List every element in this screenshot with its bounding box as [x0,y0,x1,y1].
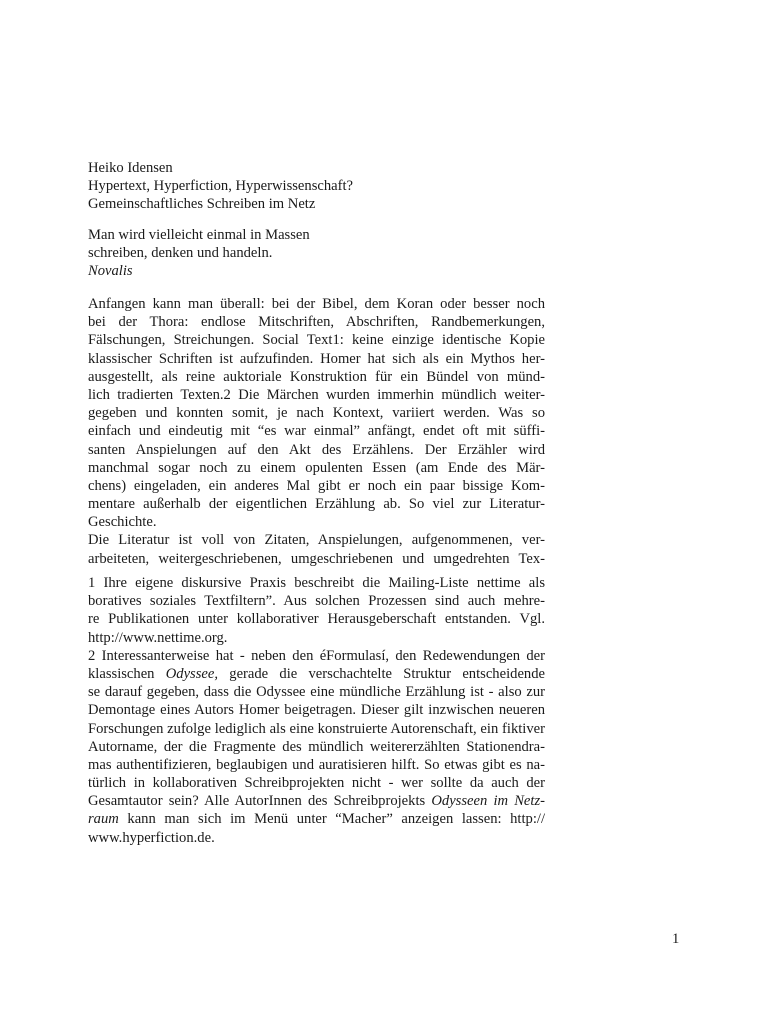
body-text [88,295,545,568]
footnote-2-line: se darauf gegeben, dass die Odyssee eine mündliche Erzählung ist - also zur [88,684,545,701]
body-line: einfach und eindeutig mit “es war einmal” anfängt, endet oft mit süffi- [88,423,545,440]
body-line: klassischer Schriften ist aufzufinden. Homer hat sich als ein Mythos her- [88,350,545,367]
body-line: ausgestellt, als reine auktoriale Konstruktion für ein Bündel von münd- [88,368,545,385]
body-line: Geschichte. [88,514,157,531]
body-line: arbeiteten, weitergeschriebenen, umgeschriebenen und umgedrehten Tex- [88,550,545,567]
epigraph [88,226,310,281]
body-line: Fälschungen, Streichungen. Social Text1: keine einzige identische Kopie [88,332,545,349]
body-line: manchmal sogar noch zu einem opulenten Essen (am Ende des Mär- [88,459,545,476]
body-line: Anfangen kann man überall: bei der Bibel, dem Koran oder besser noch [88,296,545,312]
page-number: 1 [672,931,680,947]
footnote-2-italic-title: raum [88,811,119,828]
footnote-2-url: www.hyperfiction.de. [88,829,215,846]
footnote-2-italic-title: Odyssee, [165,665,219,682]
epigraph-line-2: schreiben, denken und handeln. [88,245,273,262]
footnote-2-line: mas authentifizieren, beglaubigen und auratisieren hilft. So etwas gibt es na- [88,756,545,773]
body-line: santen Anspielungen auf den Akt des Erzählens. Der Erzähler wird [88,441,545,458]
footnote-1-line: re Publikationen unter kollaborativer Herausgeberschaft entstanden. Vgl. [88,611,545,628]
footnote-2-line [88,810,545,828]
footnote-2-text: klassischen [88,665,166,682]
footnote-2-italic-title: Odysseen im Netz- [431,793,545,810]
footnotes [88,574,545,847]
body-line: lich tradierten Texten.2 Die Märchen wurden immerhin mündlich weiter- [88,386,545,403]
footnote-1-url: http://www.nettime.org. [88,629,228,646]
footnote-2-line [88,665,545,683]
body-line: mentare außerhalb der eigentlichen Erzählung ab. So viel zur Literatur- [88,496,545,513]
footnote-2-line: Demontage eines Autors Homer beigetragen. Dieser gilt inzwischen neueren [88,702,545,719]
footnote-1-line: 1 Ihre eigene diskursive Praxis beschreibt die Mailing-Liste nettime als [88,575,545,591]
footnote-2-line: Autorname, der die Fragmente des mündlich weitererzählten Stationendra- [88,738,545,755]
footnote-2-line: Forschungen zufolge lediglich als eine konstruierte Autorenschaft, ein fiktiver [88,720,545,737]
epigraph-attribution: Novalis [88,263,133,280]
footnote-2-text: Gesamtautor sein? Alle AutorInnen des Schreibprojekts [88,793,432,810]
body-line: Die Literatur ist voll von Zitaten, Anspielungen, aufgenommenen, ver- [88,532,545,549]
epigraph-line-1: Man wird vielleicht einmal in Massen [88,227,310,243]
footnote-2-text: kann man sich im Menü unter “Macher” anzeigen lassen: http:// [118,811,545,828]
body-line: chens) eingeladen, ein anderes Mal gibt er noch ein paar bissige Kom- [88,477,545,494]
footnote-2-line [88,792,545,810]
document-subtitle: Gemeinschaftliches Schreiben im Netz [88,196,316,213]
footnote-2-line: 2 Interessanterweise hat - neben den éFormulasí, den Redewendungen der [88,647,545,664]
footnote-2-line: türlich in kollaborativen Schreibprojekten nicht - wer sollte da auch der [88,775,545,792]
body-line: bei der Thora: endlose Mitschriften, Abschriften, Randbemerkungen, [88,314,545,331]
document-header [88,159,353,214]
author-name: Heiko Idensen [88,160,173,176]
footnote-2-text: gerade die verschachtelte Struktur entscheidende [229,665,545,682]
footnote-1-line: boratives soziales Textfiltern”. Aus solchen Prozessen sind auch mehre- [88,593,545,610]
document-title: Hypertext, Hyperfiction, Hyperwissenschaft? [88,178,354,195]
body-line: gegeben und konnten somit, je nach Kontext, variiert werden. Was so [88,405,545,422]
